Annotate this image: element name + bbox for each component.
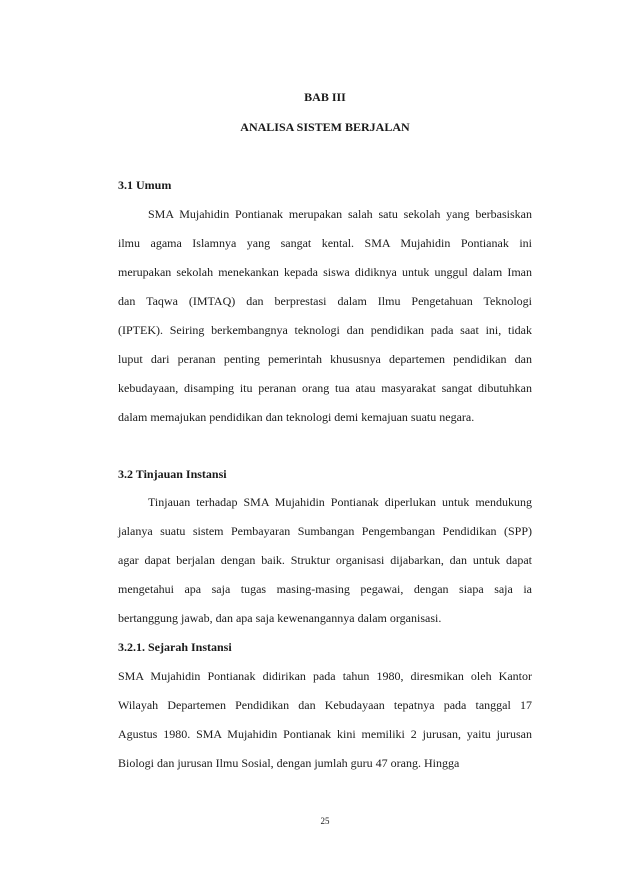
chapter-title: ANALISA SISTEM BERJALAN [240, 120, 410, 134]
paragraph-line: kebudayaan, disamping itu peranan orang tua atau masyarakat sangat dibutuhkan [118, 381, 532, 395]
paragraph-line: Wilayah Departemen Pendidikan dan Kebudayaan tepatnya pada tanggal 17 [118, 698, 532, 712]
paragraph-line: luput dari peranan penting pemerintah khususnya departemen pendidikan dan [118, 352, 532, 366]
subsection-heading-sejarah-instansi: 3.2.1. Sejarah Instansi [118, 640, 232, 654]
paragraph-line: ilmu agama Islamnya yang sangat kental. SMA Mujahidin Pontianak ini [118, 236, 532, 250]
paragraph-line: mengetahui apa saja tugas masing-masing pegawai, dengan siapa saja ia [118, 582, 532, 596]
paragraph-line: dalam memajukan pendidikan dan teknologi demi kemajuan suatu negara. [118, 410, 475, 424]
paragraph-line: SMA Mujahidin Pontianak merupakan salah satu sekolah yang berbasiskan [148, 207, 532, 221]
paragraph-line: (IPTEK). Seiring berkembangnya teknologi dan pendidikan pada saat ini, tidak [118, 323, 532, 337]
paragraph-line: agar dapat berjalan dengan baik. Struktur organisasi dijabarkan, dan untuk dapat [118, 553, 532, 567]
paragraph-line: Biologi dan jurusan Ilmu Sosial, dengan jumlah guru 47 orang. Hingga [118, 756, 460, 770]
page-number: 25 [320, 816, 330, 826]
paragraph-line: SMA Mujahidin Pontianak didirikan pada tahun 1980, diresmikan oleh Kantor [118, 669, 532, 683]
paragraph-line: bertanggung jawab, dan apa saja kewenangannya dalam organisasi. [118, 611, 442, 625]
paragraph-line: merupakan sekolah menekankan kepada siswa didiknya untuk unggul dalam Iman [118, 265, 532, 279]
chapter-label: BAB III [304, 90, 346, 104]
paragraph-line: Agustus 1980. SMA Mujahidin Pontianak kini memiliki 2 jurusan, yaitu jurusan [118, 727, 532, 741]
paragraph-line: jalanya suatu sistem Pembayaran Sumbangan Pengembangan Pendidikan (SPP) [118, 524, 532, 538]
paragraph-line: dan Taqwa (IMTAQ) dan berprestasi dalam Ilmu Pengetahuan Teknologi [118, 294, 532, 308]
paragraph-line: Tinjauan terhadap SMA Mujahidin Pontianak diperlukan untuk mendukung [148, 495, 532, 509]
section-heading-tinjauan-instansi: 3.2 Tinjauan Instansi [118, 467, 227, 481]
section-heading-umum: 3.1 Umum [118, 178, 172, 192]
